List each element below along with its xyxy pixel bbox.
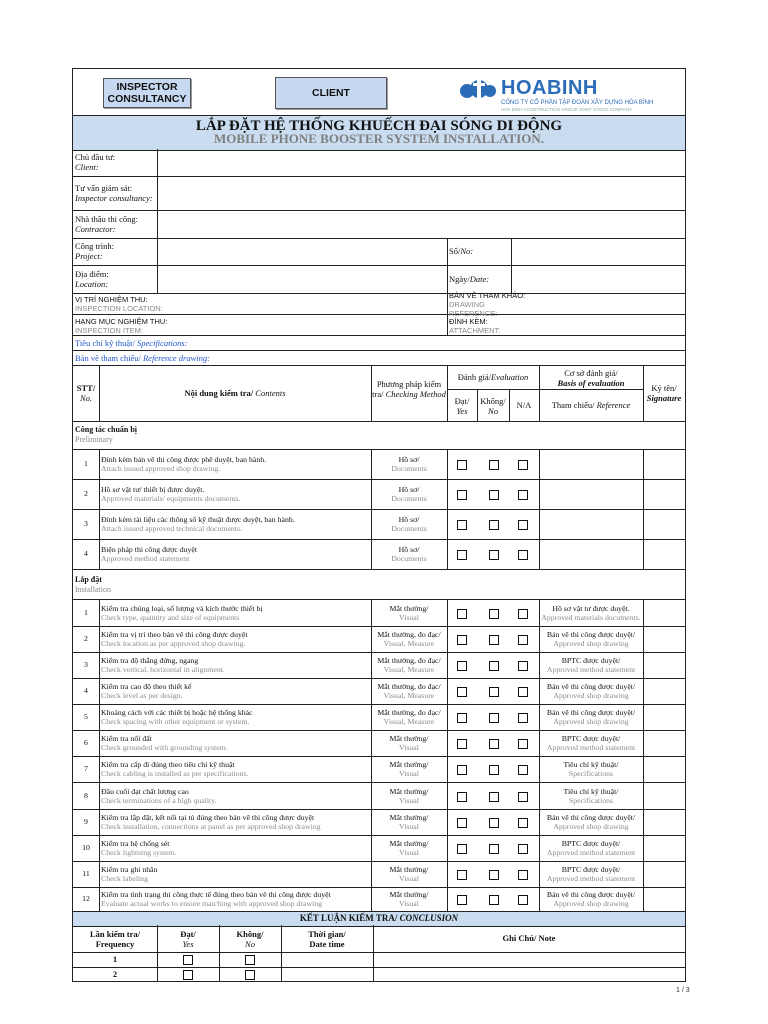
header-method: Phương pháp kiểm tra/ Checking Method (372, 379, 446, 399)
na-checkbox[interactable] (518, 661, 528, 671)
row-number: 3 (84, 660, 88, 669)
row-content: Kiểm tra ghi nhãn Check labeling (101, 865, 158, 883)
no-checkbox[interactable] (489, 765, 499, 775)
yes-checkbox[interactable] (457, 844, 467, 854)
hoabinh-logo-icon (459, 73, 499, 105)
row-method: Hồ sơ/ Documents (391, 545, 427, 563)
yes-checkbox[interactable] (457, 713, 467, 723)
na-checkbox[interactable] (518, 490, 528, 500)
row-reference: BPTC được duyệt/ Approved method statement (546, 656, 636, 674)
row-number: 6 (84, 738, 88, 747)
conclusion-2-no-checkbox[interactable] (245, 970, 255, 980)
inspector-field[interactable] (159, 177, 683, 209)
contractor-label: Nhà thầu thi công: Contractor: (75, 214, 139, 234)
logo-name: HOABINH (501, 77, 598, 99)
row-reference: BPTC được duyệt/ Approved method statement (546, 865, 636, 883)
signature-field[interactable] (644, 757, 684, 781)
yes-checkbox[interactable] (457, 460, 467, 470)
row-number: 2 (84, 489, 88, 498)
row-content: Kiểm tra chủng loại, số lượng và kích thước thiết bị Check type, quantity and size of equipments (101, 603, 263, 622)
row-content: Hồ sơ vật tư/ thiết bị được duyệt. Approved materials/ equipments documents. (101, 485, 241, 503)
row-method: Mắt thường/ Visual (389, 865, 429, 883)
header-basis: Cơ sở đánh giá/ Basis of evaluation (557, 368, 625, 388)
row-method: Mắt thường/ Visual (389, 786, 429, 805)
no-field[interactable] (513, 239, 683, 264)
no-checkbox[interactable] (489, 792, 499, 802)
yes-checkbox[interactable] (457, 520, 467, 530)
header-yes: Đạt/ Yes (454, 396, 470, 416)
signature-field[interactable] (644, 679, 684, 703)
signature-field[interactable] (644, 810, 684, 834)
drawing-reference-label: BẢN VẼ THAM KHẢO: DRAWING REFERENCE: (449, 291, 526, 318)
row-number: 1 (84, 607, 88, 617)
row-content: Kiểm tra cao độ theo thiết kế Check level as per design. (101, 682, 192, 700)
no-checkbox[interactable] (489, 687, 499, 697)
signature-field[interactable] (644, 783, 684, 808)
na-checkbox[interactable] (518, 550, 528, 560)
row-reference: Bản vẽ thi công được duyệt/ Approved shop drawing (546, 682, 636, 700)
row-content: Kiểm tra nối đất Check grounded with grounding system. (101, 734, 228, 752)
header-signature: Ký tên/ Signature (646, 383, 682, 403)
row-reference: Hồ sơ vật tư được duyệt. Approved materials documents. (541, 603, 641, 622)
signature-field[interactable] (644, 540, 684, 568)
header-contents: Nội dung kiểm tra/ Contents (184, 388, 286, 398)
logo-subtitle: CÔNG TY CỔ PHẦN TẬP ĐOÀN XÂY DỰNG HÒA BÌNH (501, 100, 654, 106)
header-na: N/A (516, 400, 532, 410)
yes-checkbox[interactable] (457, 765, 467, 775)
row-content: Kiểm tra vị trí theo bản vẽ thi công được duyệt Check location as per approved shop drawing. (101, 630, 248, 648)
na-checkbox[interactable] (518, 609, 528, 619)
signature-field[interactable] (644, 705, 684, 729)
conclusion-frequency-header: Lần kiểm tra/ Frequency (89, 929, 141, 949)
signature-field[interactable] (644, 888, 684, 910)
row-reference: Bản vẽ thi công được duyệt/ Approved shop drawing (546, 813, 636, 831)
date-label: Ngày/Date: (449, 274, 490, 284)
yes-checkbox[interactable] (457, 490, 467, 500)
na-checkbox[interactable] (518, 844, 528, 854)
row-method: Mắt thường/ Visual (389, 839, 429, 857)
na-checkbox[interactable] (518, 765, 528, 775)
conclusion-no-header: Không/ No (236, 929, 264, 949)
signature-field[interactable] (644, 862, 684, 886)
conclusion-band: KẾT LUẬN KIỂM TRA/ CONCLUSION (73, 911, 685, 927)
location-field[interactable] (159, 266, 446, 292)
no-checkbox[interactable] (489, 895, 499, 905)
yes-checkbox[interactable] (457, 739, 467, 749)
na-checkbox[interactable] (518, 635, 528, 645)
inspection-location-label: VỊ TRÍ NGHIỆM THU: INSPECTION LOCATION: (75, 295, 163, 313)
no-checkbox[interactable] (489, 870, 499, 880)
signature-field[interactable] (644, 627, 684, 651)
yes-checkbox[interactable] (457, 818, 467, 828)
signature-field[interactable] (644, 731, 684, 755)
no-checkbox[interactable] (489, 661, 499, 671)
row-reference: Tiêu chí kỹ thuật/ Specifications (563, 760, 619, 778)
row-content: Đầu cuối đạt chất lượng cao Check terminations of a high quality. (101, 786, 217, 805)
header-reference: Tham chiếu/ Reference (551, 400, 631, 410)
signature-field[interactable] (644, 836, 684, 860)
conclusion-row-1: 1 (112, 954, 118, 964)
conclusion-1-yes-checkbox[interactable] (183, 955, 193, 965)
header-no-eval: Không/ No (480, 396, 506, 416)
row-content: Kiểm tra cấp đi đúng theo tiêu chí kỹ thuật Check cabling is installed as per specifications. (101, 760, 249, 778)
row-number: 8 (84, 790, 88, 800)
row-number: 7 (84, 764, 88, 773)
row-method: Mắt thường/ Visual (389, 890, 429, 908)
row-method: Mắt thường, đo đạc/ Visual, Measure (377, 682, 441, 700)
title-vn: LẮP ĐẶT HỆ THỐNG KHUẾCH ĐẠI SÓNG DI ĐỘNG (195, 118, 563, 134)
row-content: Khoảng cách với các thiết bị hoặc hệ thống khác Check spacing with other equipment or system. (101, 708, 253, 726)
row-number: 1 (84, 459, 88, 468)
row-number: 12 (82, 894, 90, 903)
row-content: Đính kèm tài liệu các thông số kỹ thuật được duyệt, ban hành. Attach issued approved technical documents. (101, 515, 295, 533)
row-method: Mắt thường/ Visual (389, 813, 429, 831)
conclusion-2-yes-checkbox[interactable] (183, 970, 193, 980)
row-reference: Bản vẽ thi công được duyệt/ Approved shop drawing (546, 890, 636, 908)
yes-checkbox[interactable] (457, 550, 467, 560)
row-reference: BPTC được duyệt/ Approved method statement (546, 734, 636, 752)
yes-checkbox[interactable] (457, 687, 467, 697)
signature-field[interactable] (644, 653, 684, 677)
signature-field[interactable] (644, 510, 684, 538)
location-label: Địa điểm: Location: (75, 269, 109, 289)
na-checkbox[interactable] (518, 687, 528, 697)
row-reference: Tiêu chí kỹ thuật/ Specifications (563, 786, 619, 805)
row-content: Biện pháp thi công được duyệt Approved method statement (101, 545, 198, 563)
row-content: Kiểm tra tình trạng thi công thực tế đúng theo bản vẽ thi công được duyệt Evaluate actual works to ensure matching with approved shop drawing (101, 890, 331, 908)
yes-checkbox[interactable] (457, 635, 467, 645)
row-method: Hồ sơ/ Documents (391, 485, 427, 503)
row-method: Mắt thường, đo đạc/ Visual, Measure (377, 656, 441, 674)
no-checkbox[interactable] (489, 739, 499, 749)
row-reference: Bản vẽ thi công được duyệt/ Approved shop drawing (546, 708, 636, 726)
attachment-label: ĐÍNH KÈM: ATTACHMENT: (449, 317, 501, 335)
no-checkbox[interactable] (489, 844, 499, 854)
yes-checkbox[interactable] (457, 792, 467, 802)
row-content: Kiểm tra độ thẳng đứng, ngang Check vertical, horizontal in alignment. (101, 656, 225, 674)
row-content: Đính kèm bản vẽ thi công được phê duyệt, ban hành. Attach issued approved shop drawing. (101, 455, 267, 473)
conclusion-yes-header: Đạt/ Yes (180, 929, 196, 949)
conclusion-time-header: Thời gian/ Date time (308, 929, 346, 949)
no-checkbox[interactable] (489, 635, 499, 645)
header-evaluation: Đánh giá/Evaluation (457, 372, 529, 382)
row-number: 2 (84, 634, 88, 643)
row-number: 11 (82, 869, 90, 878)
na-checkbox[interactable] (518, 520, 528, 530)
no-checkbox[interactable] (489, 490, 499, 500)
inspection-item-label: HẠNG MỤC NGHIỆM THU: INSPECTION ITEM: (75, 317, 168, 335)
conclusion-note-header: Ghi Chú/ Note (502, 933, 556, 943)
na-checkbox[interactable] (518, 460, 528, 470)
form-frame (72, 68, 686, 982)
row-reference: Bản vẽ thi công được duyệt/ Approved shop drawing (546, 630, 636, 648)
row-number: 10 (82, 843, 90, 852)
row-method: Mắt thường/ Visual (389, 603, 429, 622)
section-installation: Lắp đặt Installation (75, 575, 111, 594)
yes-checkbox[interactable] (457, 661, 467, 671)
title-en: MOBILE PHONE BOOSTER SYSTEM INSTALLATION. (213, 131, 544, 146)
row-method: Hồ sơ/ Documents (391, 515, 427, 533)
inspector-consultancy-button[interactable]: INSPECTOR CONSULTANCY (103, 78, 191, 108)
row-number: 9 (84, 817, 88, 826)
section-preliminary: Công tác chuẩn bị Preliminary (75, 425, 138, 444)
no-label: Số/No: (449, 246, 474, 256)
yes-checkbox[interactable] (457, 609, 467, 619)
project-field[interactable] (159, 239, 446, 264)
reference-drawing-label: Bản vẽ tham chiếu/ Reference drawing: (75, 353, 210, 363)
client-button[interactable]: CLIENT (275, 77, 387, 109)
signature-field[interactable] (644, 480, 684, 508)
header-no: STT/ No. (76, 383, 96, 403)
logo-subtitle-en: HOA BINH CONSTRUCTION GROUP JOINT STOCK COMPANY (501, 107, 633, 112)
inspector-label: Tư vấn giám sát: Inspector consultancy: (75, 183, 153, 203)
na-checkbox[interactable] (518, 895, 528, 905)
no-checkbox[interactable] (489, 609, 499, 619)
title-band (73, 115, 685, 151)
no-checkbox[interactable] (489, 460, 499, 470)
na-checkbox[interactable] (518, 713, 528, 723)
no-checkbox[interactable] (489, 550, 499, 560)
row-method: Mắt thường, đo đạc/ Visual, Measure (377, 708, 441, 726)
no-checkbox[interactable] (489, 713, 499, 723)
na-checkbox[interactable] (518, 792, 528, 802)
no-checkbox[interactable] (489, 818, 499, 828)
row-number: 4 (84, 549, 88, 558)
signature-field[interactable] (644, 450, 684, 478)
date-field[interactable] (513, 266, 683, 292)
na-checkbox[interactable] (518, 870, 528, 880)
project-label: Công trình: Project: (75, 241, 114, 261)
row-content: Kiểm tra lắp đặt, kết nối tại tủ đúng theo bản vẽ thi công được duyệt Check installation, connections at panel as per approved shop drawing (101, 813, 321, 831)
signature-field[interactable] (644, 600, 684, 625)
conclusion-1-no-checkbox[interactable] (245, 955, 255, 965)
contractor-field[interactable] (159, 211, 683, 237)
row-method: Mắt thường/ Visual (389, 734, 429, 752)
client-field[interactable] (159, 150, 683, 175)
row-reference: BPTC được duyệt/ Approved method statement (546, 839, 636, 857)
yes-checkbox[interactable] (457, 870, 467, 880)
row-number: 3 (84, 519, 88, 528)
na-checkbox[interactable] (518, 818, 528, 828)
row-content: Kiểm tra hệ chống sét Check lightning system. (101, 839, 177, 857)
row-method: Mắt thường/ Visual (389, 760, 429, 778)
client-label: Chủ đầu tư: Client: (75, 152, 116, 172)
na-checkbox[interactable] (518, 739, 528, 749)
no-checkbox[interactable] (489, 520, 499, 530)
row-number: 5 (84, 712, 88, 721)
row-method: Mắt thường, đo đạc/ Visual, Measure (377, 630, 441, 648)
conclusion-row-2: 2 (112, 969, 118, 979)
row-number: 4 (84, 686, 88, 695)
page-number: 1 / 3 (676, 987, 690, 994)
specifications-label: Tiêu chí kỹ thuật/ Specifications: (75, 338, 188, 348)
row-method: Hồ sơ/ Documents (391, 455, 427, 473)
yes-checkbox[interactable] (457, 895, 467, 905)
